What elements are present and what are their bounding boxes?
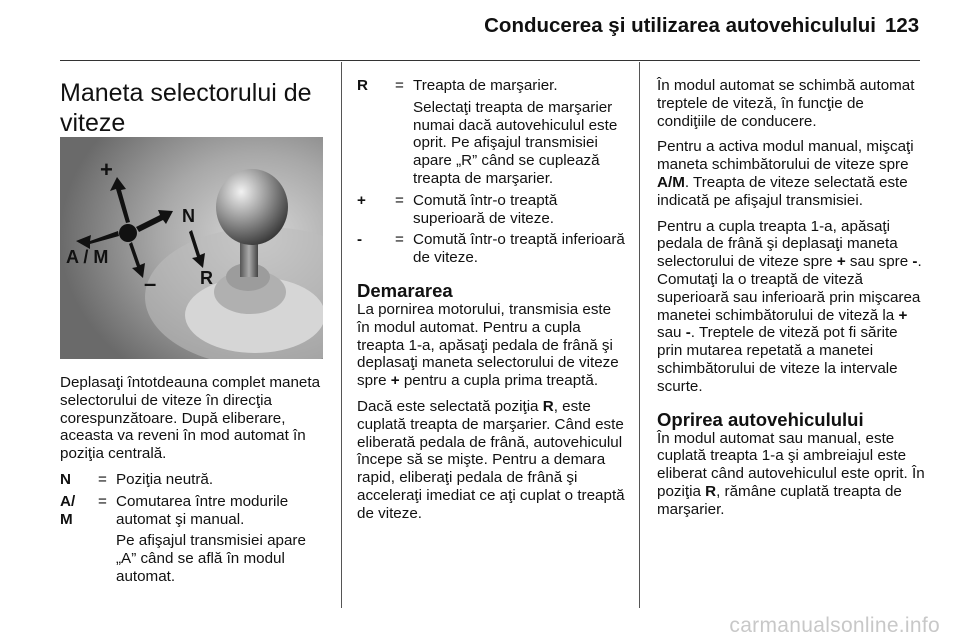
bold-run: R xyxy=(705,482,717,500)
column-divider-2 xyxy=(639,62,640,608)
watermark: carmanualsonline.info xyxy=(729,614,940,637)
definition-n xyxy=(60,471,322,489)
column-1-text xyxy=(60,374,322,590)
bold-run: + xyxy=(836,253,846,271)
gear-selector-drawing xyxy=(60,137,323,359)
definition-r xyxy=(357,77,625,95)
label-am: A / M xyxy=(66,247,109,267)
definition-term: R xyxy=(357,77,368,94)
text-run: În modul automat sau manual, este cuplată treapta 1-a şi ambreiajul este eliberat când autovehiculul este oprit. În poziţia xyxy=(657,429,925,500)
column-divider-1 xyxy=(341,62,342,608)
text-run: Pentru a activa modul manual, mişcaţi maneta schimbătorului de viteze spre xyxy=(657,138,914,174)
column-2-text xyxy=(357,77,625,531)
label-n: N xyxy=(182,206,195,226)
text-run: Dacă este selectată poziţia xyxy=(357,397,543,415)
bold-run: A/M xyxy=(657,173,685,191)
section-heading: Maneta selectorului de viteze xyxy=(60,79,312,137)
bold-run: - xyxy=(685,324,691,342)
text-run: La pornirea motorului, transmisia este în modul automat. Pentru a cupla treapta 1-a, apăsaţi pedala de frână şi deplasaţi maneta selectorului de viteze spre xyxy=(357,300,619,390)
text-run: , este cuplată treapta de marşarier. Când este eliberată pedala de frână, autovehiculul începe să se mişte. Pentru a demara rapid, eliberaţi pedala de frână şi acceleraţi imediat ce aţi cuplat o treaptă de viteze. xyxy=(357,397,625,522)
definition-term: + xyxy=(357,191,366,209)
definition-desc: Comutarea între modurile automat şi manual. xyxy=(116,492,289,528)
definition-equals: = xyxy=(395,191,404,209)
text-run: pentru a cupla prima treaptă. xyxy=(399,372,599,390)
oprire-heading: Oprirea autovehiculului xyxy=(657,408,864,430)
text-run: sau xyxy=(657,324,686,342)
automatic-mode-paragraph: În modul automat se schimbă automat treptele de viteză, în funcţie de condiţiile de conducere. xyxy=(657,77,915,130)
definition-equals: = xyxy=(395,231,404,249)
definition-desc: Comută într-o treaptă inferioară de viteze. xyxy=(413,231,625,267)
bold-run: R xyxy=(542,397,554,415)
running-header-title: Conducerea şi utilizarea autovehiculului xyxy=(484,14,876,37)
page-number: 123 xyxy=(885,14,920,37)
definition-equals: = xyxy=(98,470,107,488)
oprire-paragraph xyxy=(657,430,925,519)
text-run: . Treptele de viteză pot fi sărite prin mutarea repetată a manetei schimbătorului de viteze la intervale scurte. xyxy=(657,324,898,395)
lever-knob xyxy=(216,169,288,245)
definition-term: - xyxy=(357,231,363,249)
text-run: . Treapta de viteze selectată este indicată pe afişajul transmisiei. xyxy=(657,173,908,209)
header-rule xyxy=(60,60,920,61)
text-run: Pentru a cupla treapta 1-a, apăsaţi pedala de frână şi deplasaţi maneta selectorului de viteze spre xyxy=(657,217,898,271)
definition-desc: Treapta de marşarier. xyxy=(413,77,558,94)
shifting-paragraph xyxy=(657,218,925,396)
definition-plus xyxy=(357,192,625,228)
definition-minus xyxy=(357,231,625,267)
intro-paragraph: Deplasaţi întotdeauna complet maneta selectorului de viteze în direcţia corespunzătoare. După eliberare, aceasta va reveni în mod automat în poziţia centrală. xyxy=(60,374,321,463)
definition-desc: Comută într-o treaptă superioară de viteze. xyxy=(413,191,558,227)
bold-run: + xyxy=(390,372,400,390)
definition-desc: Poziţia neutră. xyxy=(116,470,214,488)
definition-term: N xyxy=(60,470,71,488)
definition-list-1 xyxy=(60,471,322,528)
definition-equals: = xyxy=(98,492,107,510)
label-r: R xyxy=(200,268,213,288)
text-run: sau spre xyxy=(845,253,913,271)
label-minus: – xyxy=(144,271,157,296)
label-plus: + xyxy=(100,157,113,182)
demarare-paragraph-1 xyxy=(357,301,625,390)
definition-term: A/M xyxy=(60,492,76,528)
demarare-paragraph-2 xyxy=(357,398,625,523)
column-3-text xyxy=(657,77,925,527)
am-note: Pe afişajul transmisiei apare „A” când se află în modul automat. xyxy=(116,532,306,585)
r-note: Selectaţi treapta de marşarier numai dacă autovehiculul este oprit. Pe afişajul transmisiei apare „R” când se cuplează treapta de marşarier. xyxy=(413,98,618,187)
bold-run: + xyxy=(898,306,908,324)
text-run: . Comutaţi la o treaptă de viteză superioară sau inferioară prin mişcarea manetei schimbătorului de viteză la xyxy=(657,253,922,324)
manual-mode-paragraph xyxy=(657,138,925,209)
bold-run: - xyxy=(912,253,918,271)
demarare-heading: Demararea xyxy=(357,279,453,301)
gear-selector-illustration xyxy=(60,137,323,359)
definition-equals: = xyxy=(395,77,404,94)
selector-center-dot xyxy=(119,224,137,242)
text-run: , rămâne cuplată treapta de marşarier. xyxy=(657,482,902,518)
definition-am xyxy=(60,493,322,529)
